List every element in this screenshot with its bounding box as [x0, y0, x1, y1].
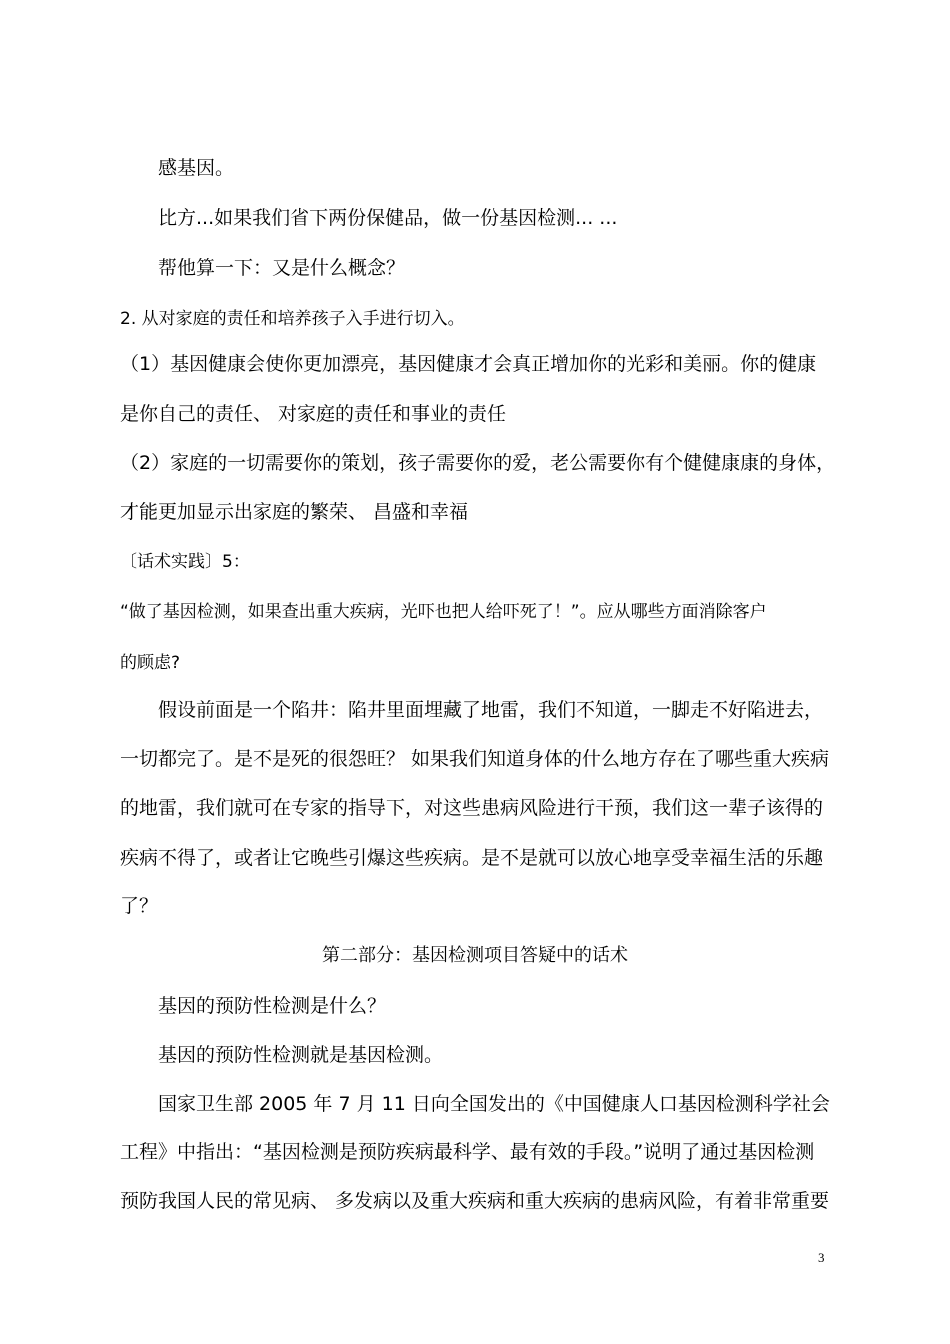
text-line: 疾病不得了，或者让它晚些引爆这些疾病。是不是就可以放心地享受幸福生活的乐趣 [120, 847, 824, 869]
text-line: 比方...如果我们省下两份保健品，做一份基因检测... ... [158, 207, 618, 229]
section-heading: 〔话术实践〕5： [120, 552, 250, 572]
text-line: 国家卫生部 2005 年 7 月 11 日向全国发出的《中国健康人口基因检测科学社会 [158, 1093, 830, 1115]
text-line: （2）家庭的一切需要你的策划，孩子需要你的爱，老公需要你有个健健康康的身体， [120, 452, 836, 474]
text-line: 假设前面是一个陷井：陷井里面埋藏了地雷，我们不知道，一脚走不好陷进去， [158, 699, 824, 721]
question-line: 基因的预防性检测是什么？ [158, 995, 387, 1017]
text-line: 才能更加显示出家庭的繁荣、 昌盛和幸福 [120, 501, 469, 523]
text-line: “做了基因检测，如果查出重大疾病，光吓也把人给吓死了！”。应从哪些方面消除客户 [120, 602, 767, 622]
text-line: 预防我国人民的常见病、 多发病以及重大疾病和重大疾病的患病风险，有着非常重要 [120, 1190, 830, 1212]
text-line: 一切都完了。是不是死的很怨旺？ 如果我们知道身体的什么地方存在了哪些重大疾病 [120, 748, 830, 770]
page-number: 3 [818, 1250, 825, 1265]
text-line: 了？ [120, 895, 159, 917]
text-line: 工程》中指出：“基因检测是预防疾病最科学、最有效的手段。”说明了通过基因检测 [120, 1141, 815, 1163]
text-line: 感基因。 [158, 157, 235, 179]
text-line: 的顾虑? [120, 653, 181, 673]
text-line: （1）基因健康会使你更加漂亮，基因健康才会真正增加你的光彩和美丽。你的健康 [120, 353, 817, 375]
text-line: 是你自己的责任、 对家庭的责任和事业的责任 [120, 403, 507, 425]
part-heading: 第二部分：基因检测项目答疑中的话术 [322, 945, 628, 966]
text-line: 的地雷，我们就可在专家的指导下，对这些患病风险进行干预，我们这一辈子该得的 [120, 797, 824, 819]
text-line: 帮他算一下：又是什么概念？ [158, 257, 406, 279]
answer-line: 基因的预防性检测就是基因检测。 [158, 1044, 444, 1066]
list-heading: 2. 从对家庭的责任和培养孩子入手进行切入。 [120, 309, 465, 329]
